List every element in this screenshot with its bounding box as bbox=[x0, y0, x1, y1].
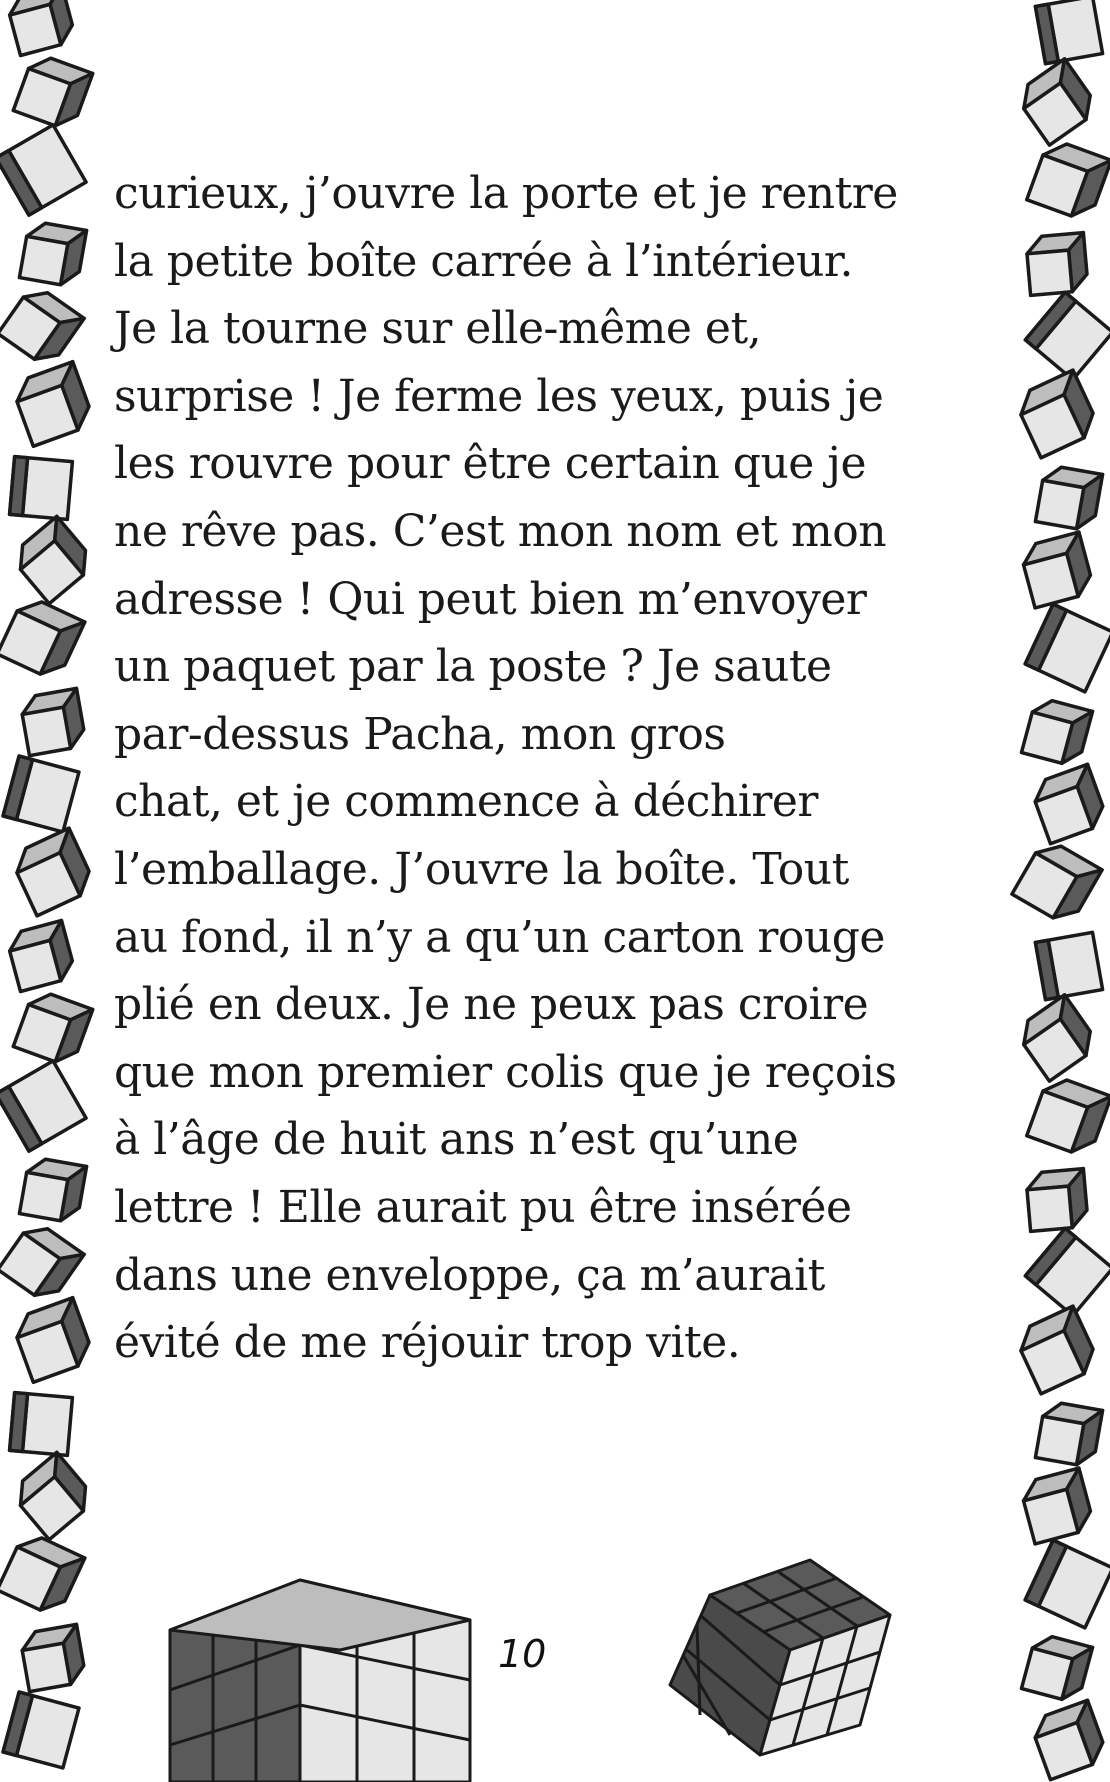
cube-icon bbox=[1029, 1700, 1108, 1779]
cube-icon bbox=[10, 457, 73, 520]
cube-icon bbox=[1014, 59, 1100, 145]
cube-icon bbox=[13, 988, 92, 1067]
cube-icon bbox=[9, 1452, 96, 1539]
story-line: évité de me réjouir trop vite. bbox=[114, 1317, 741, 1369]
cube-icon bbox=[1026, 233, 1089, 296]
cube-icon bbox=[1025, 604, 1110, 692]
cube-icon bbox=[11, 1298, 96, 1383]
story-line: les rouvre pour être certain que je bbox=[114, 438, 866, 490]
cube-icon bbox=[1029, 764, 1108, 843]
story-line: que mon premier colis que je reçois bbox=[114, 1046, 897, 1098]
story-line: un paquet par la poste ? Je saute bbox=[114, 641, 832, 693]
story-text bbox=[114, 160, 974, 1377]
story-line: par-dessus Pacha, mon gros bbox=[114, 708, 726, 760]
cube-icon bbox=[1013, 370, 1101, 458]
story-line: curieux, j’ouvre la porte et je rentre bbox=[114, 168, 898, 219]
cube-icon bbox=[9, 828, 97, 916]
cube-icon bbox=[1019, 1468, 1095, 1544]
page-number: 10 bbox=[498, 1632, 547, 1676]
cube-icon bbox=[1027, 138, 1110, 223]
story-line: surprise ! Je ferme les yeux, puis je bbox=[114, 370, 884, 422]
cube-icon bbox=[1035, 932, 1102, 999]
cube-icon bbox=[9, 516, 96, 603]
cube-icon bbox=[1035, 1400, 1102, 1467]
cube-icon bbox=[19, 688, 86, 755]
story-line: la petite boîte carrée à l’intérieur. bbox=[114, 235, 853, 287]
cube-icon bbox=[1013, 1306, 1101, 1394]
cube-icon bbox=[0, 594, 85, 682]
cube-icon bbox=[1021, 696, 1092, 767]
cube-icon bbox=[0, 125, 86, 215]
story-line: à l’âge de huit ans n’est qu’une bbox=[114, 1114, 799, 1166]
cube-icon bbox=[1027, 1074, 1110, 1159]
right-cube-border bbox=[1010, 0, 1110, 1782]
cube-icon bbox=[19, 1156, 86, 1223]
story-line: lettre ! Elle aurait pu être insérée bbox=[114, 1181, 852, 1233]
cube-icon bbox=[1021, 1632, 1092, 1703]
cube-icon bbox=[10, 1393, 73, 1456]
cube-icon bbox=[1019, 532, 1095, 608]
story-line: dans une enveloppe, ça m’aurait bbox=[114, 1249, 825, 1301]
cube-icon bbox=[1025, 292, 1110, 379]
cube-icon bbox=[1025, 1540, 1110, 1628]
rubiks-cube-icon-left bbox=[150, 1540, 490, 1782]
cube-icon bbox=[1035, 0, 1102, 64]
cube-icon bbox=[1035, 464, 1102, 531]
cube-icon bbox=[0, 1219, 84, 1305]
cube-icon bbox=[1014, 995, 1100, 1081]
cube-icon bbox=[0, 1061, 86, 1151]
cube-icon bbox=[1012, 837, 1102, 927]
left-cube-border bbox=[0, 0, 100, 1782]
cube-icon bbox=[19, 220, 86, 287]
story-line: Je la tourne sur elle-même et, bbox=[114, 303, 762, 355]
cube-icon bbox=[1025, 1228, 1110, 1315]
cube-icon bbox=[0, 1530, 85, 1618]
cube-icon bbox=[0, 283, 84, 369]
cube-icon bbox=[13, 52, 92, 131]
story-line: ne rêve pas. C’est mon nom et mon bbox=[114, 505, 887, 557]
cube-icon bbox=[5, 0, 76, 56]
cube-icon bbox=[11, 362, 96, 447]
rubiks-cube-icon-right bbox=[660, 1555, 900, 1765]
cube-icon bbox=[5, 920, 76, 991]
story-line: chat, et je commence à déchirer bbox=[114, 776, 818, 828]
story-line: au fond, il n’y a qu’un carton rouge bbox=[114, 911, 885, 963]
story-line: l’emballage. J’ouvre la boîte. Tout bbox=[114, 843, 849, 895]
cube-icon bbox=[3, 1692, 79, 1768]
cube-icon bbox=[19, 1624, 86, 1691]
story-line: plié en deux. Je ne peux pas croire bbox=[114, 979, 869, 1031]
cube-icon bbox=[1026, 1169, 1089, 1232]
story-line: adresse ! Qui peut bien m’envoyer bbox=[114, 573, 867, 625]
cube-icon bbox=[3, 756, 79, 832]
